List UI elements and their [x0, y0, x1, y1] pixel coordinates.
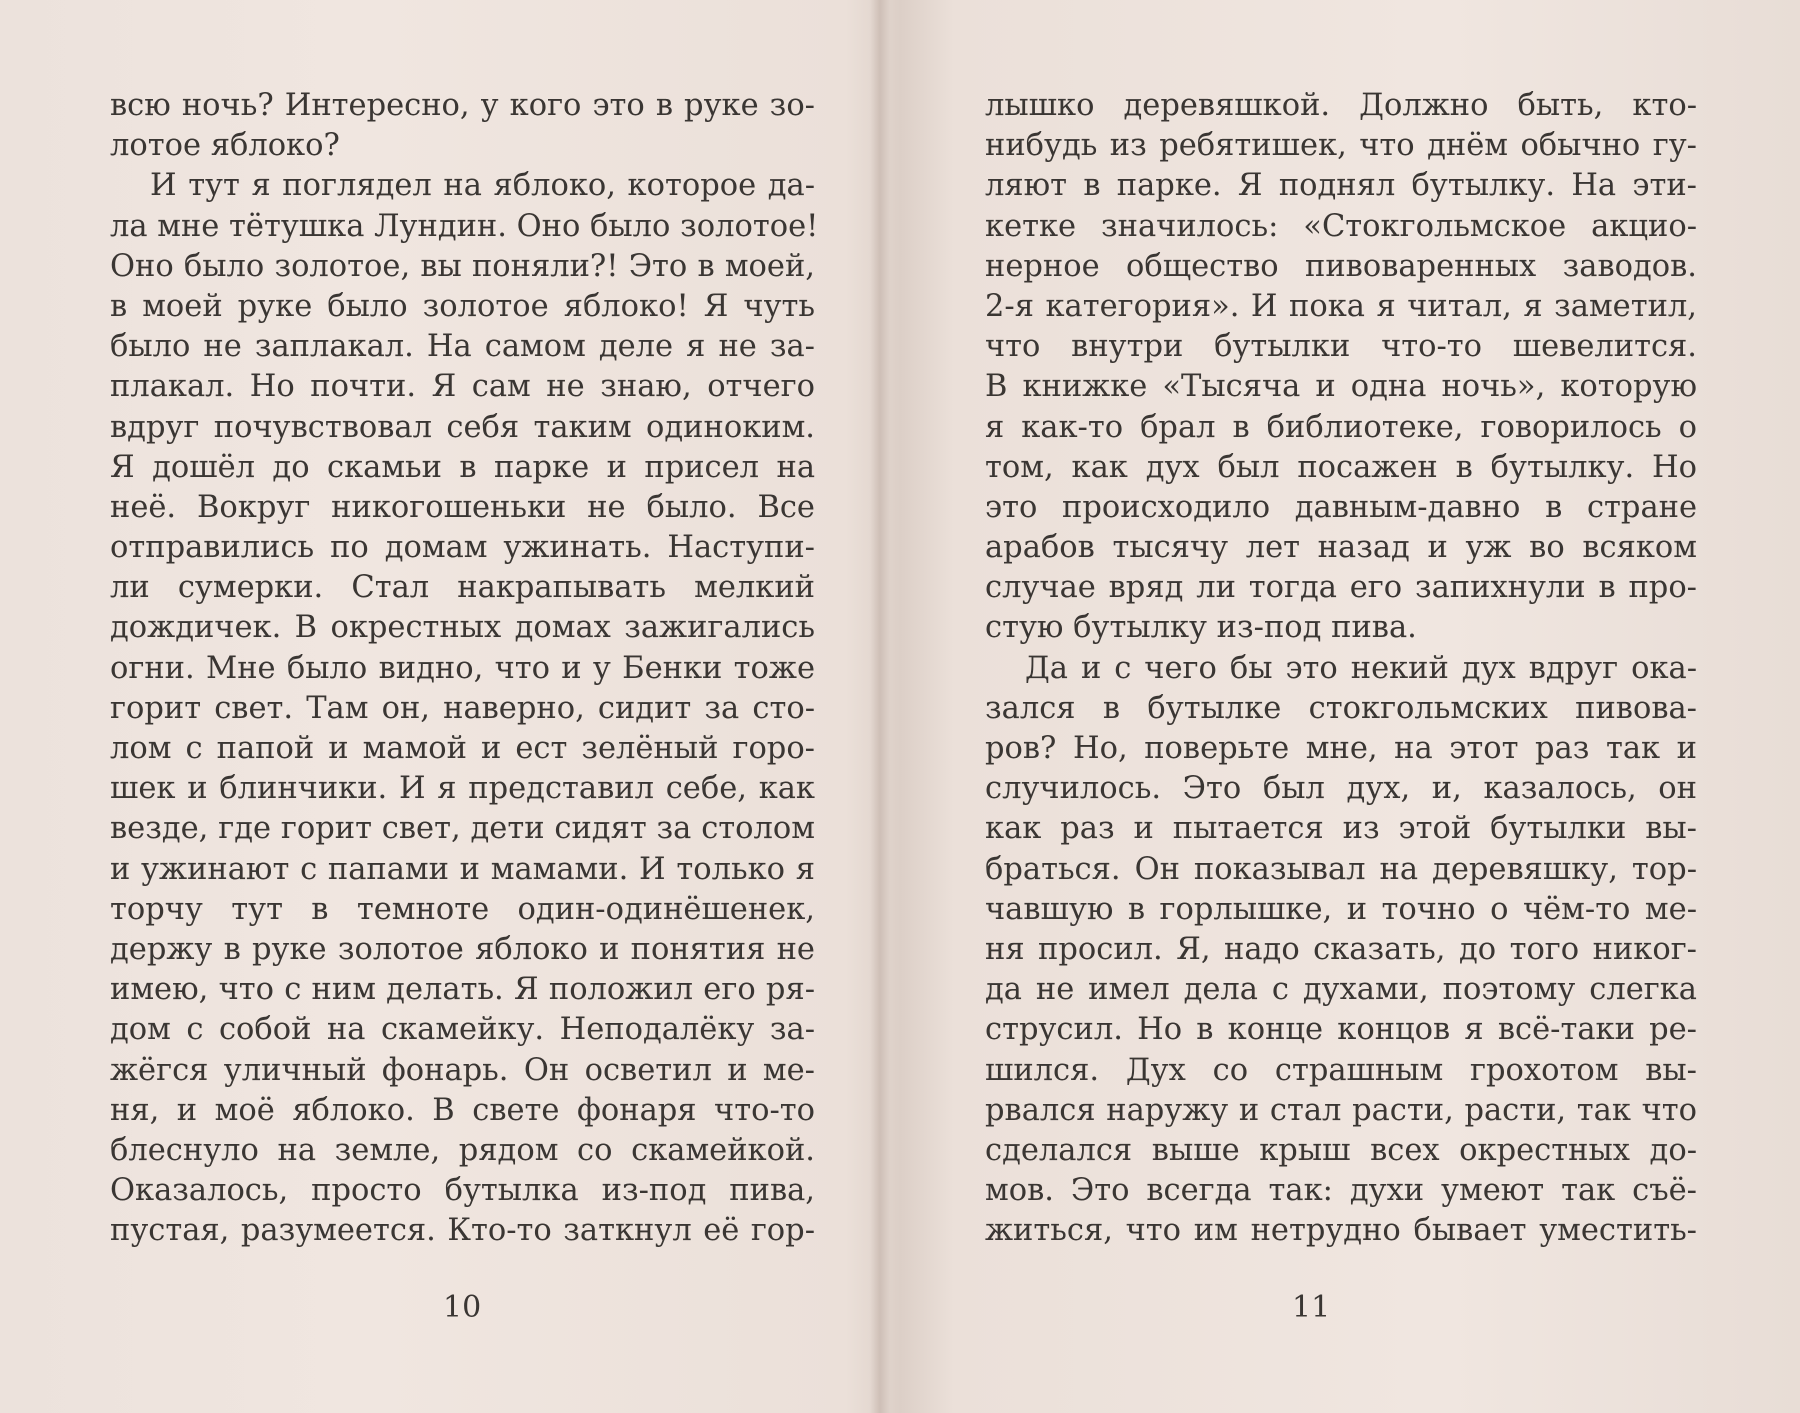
left-page	[0, 0, 880, 1413]
text-line: и ужинают с папами и мамами. И только я	[110, 851, 815, 887]
text-line: торчу тут в темноте один-одинёшенек,	[110, 891, 815, 927]
text-line: было не заплакал. На самом деле я не за-	[110, 329, 815, 365]
text-line: шился. Дух со страшным грохотом вы-	[985, 1052, 1697, 1088]
text-line: я как-то брал в библиотеке, говорилось о	[985, 409, 1697, 445]
text-line: рвался наружу и стал расти, расти, так что	[985, 1092, 1697, 1128]
text-line: лышко деревяшкой. Должно быть, кто-	[985, 88, 1697, 123]
text-line: горит свет. Там он, наверно, сидит за сто-	[110, 690, 815, 726]
text-line: мов. Это всегда так: духи умеют так съё-	[985, 1173, 1697, 1209]
text-line: струсил. Но в конце концов я всё-таки ре-	[985, 1012, 1697, 1048]
text-line: ляют в парке. Я поднял бутылку. На эти-	[985, 168, 1697, 204]
text-line: везде, где горит свет, дети сидят за столом	[110, 811, 815, 847]
text-line: всю ночь? Интересно, у кого это в руке зо-	[110, 88, 815, 123]
text-line: зался в бутылке стокгольмских пивова-	[985, 690, 1697, 726]
text-line: ла мне тётушка Лундин. Оно было золотое!	[110, 208, 819, 244]
text-line: отправились по домам ужинать. Наступи-	[110, 530, 815, 566]
text-line: пустая, разумеется. Кто-то заткнул её гор-	[110, 1213, 815, 1249]
text-line: Оказалось, просто бутылка из-под пива,	[110, 1173, 815, 1209]
text-line: житься, что им нетрудно бывает уместить-	[985, 1213, 1697, 1249]
text-line: случилось. Это был дух, и, казалось, он	[985, 771, 1697, 807]
left-page-text	[110, 86, 819, 1251]
text-line: блеснуло на земле, рядом со скамейкой.	[110, 1132, 815, 1168]
text-line: ли сумерки. Стал накрапывать мелкий	[110, 570, 815, 606]
text-line: ров? Но, поверьте мне, на этот раз так и	[985, 731, 1697, 766]
text-line: Я дошёл до скамьи в парке и присел на	[110, 449, 815, 485]
text-line: нибудь из ребятишек, что днём обычно гу-	[985, 128, 1697, 164]
text-line: лотое яблоко?	[110, 128, 340, 164]
text-line: Оно было золотое, вы поняли?! Это в моей,	[110, 248, 815, 284]
text-line: стую бутылку из-под пива.	[985, 610, 1417, 646]
text-line: неё. Вокруг никогошеньки не было. Все	[110, 489, 815, 525]
text-line: имею, что с ним делать. Я положил его ря-	[110, 972, 815, 1008]
text-line: ня, и моё яблоко. В свете фонаря что-то	[110, 1092, 815, 1128]
text-line: огни. Мне было видно, что и у Бенки тоже	[110, 650, 815, 686]
text-line: И тут я поглядел на яблоко, которое да-	[150, 168, 815, 204]
text-line: вдруг почувствовал себя таким одиноким.	[110, 409, 815, 445]
text-line: да не имел дела с духами, поэтому слегка	[985, 972, 1697, 1008]
text-line: дом с собой на скамейку. Неподалёку за-	[110, 1012, 815, 1048]
text-line: дождичек. В окрестных домах зажигались	[110, 610, 815, 646]
text-line: лом с папой и мамой и ест зелёный горо-	[110, 731, 815, 766]
text-line: Да и с чего бы это некий дух вдруг ока-	[1025, 650, 1697, 686]
text-line: нерное общество пивоваренных заводов.	[985, 248, 1697, 284]
text-line: арабов тысячу лет назад и уж во всяком	[985, 530, 1697, 566]
text-line: жёгся уличный фонарь. Он осветил и ме-	[110, 1052, 815, 1088]
text-line: кетке значилось: «Стокгольмское акцио-	[985, 208, 1697, 244]
right-page	[890, 0, 1800, 1413]
text-line: случае вряд ли тогда его запихнули в про-	[985, 570, 1697, 606]
text-line: плакал. Но почти. Я сам не знаю, отчего	[110, 369, 815, 405]
text-line: том, как дух был посажен в бутылку. Но	[985, 449, 1697, 485]
text-line: 2-я категория». И пока я читал, я заметил,	[985, 288, 1697, 324]
right-page-text	[985, 86, 1697, 1251]
text-line: сделался выше крыш всех окрестных до-	[985, 1132, 1697, 1168]
right-page-number: 11	[1292, 1290, 1331, 1325]
text-line: как раз и пытается из этой бутылки вы-	[985, 811, 1697, 847]
left-page-number: 10	[443, 1290, 482, 1325]
text-line: В книжке «Тысяча и одна ночь», которую	[985, 369, 1697, 405]
text-line: это происходило давным-давно в стране	[985, 489, 1697, 525]
text-line: чавшую в горлышке, и точно о чём-то ме-	[985, 891, 1697, 927]
text-line: что внутри бутылки что-то шевелится.	[985, 329, 1697, 365]
text-line: в моей руке было золотое яблоко! Я чуть	[110, 288, 815, 324]
text-line: держу в руке золотое яблоко и понятия не	[110, 931, 815, 967]
text-line: браться. Он показывал на деревяшку, тор-	[985, 851, 1697, 887]
text-line: ня просил. Я, надо сказать, до того никог-	[985, 931, 1697, 967]
text-line: шек и блинчики. И я представил себе, как	[110, 771, 815, 807]
